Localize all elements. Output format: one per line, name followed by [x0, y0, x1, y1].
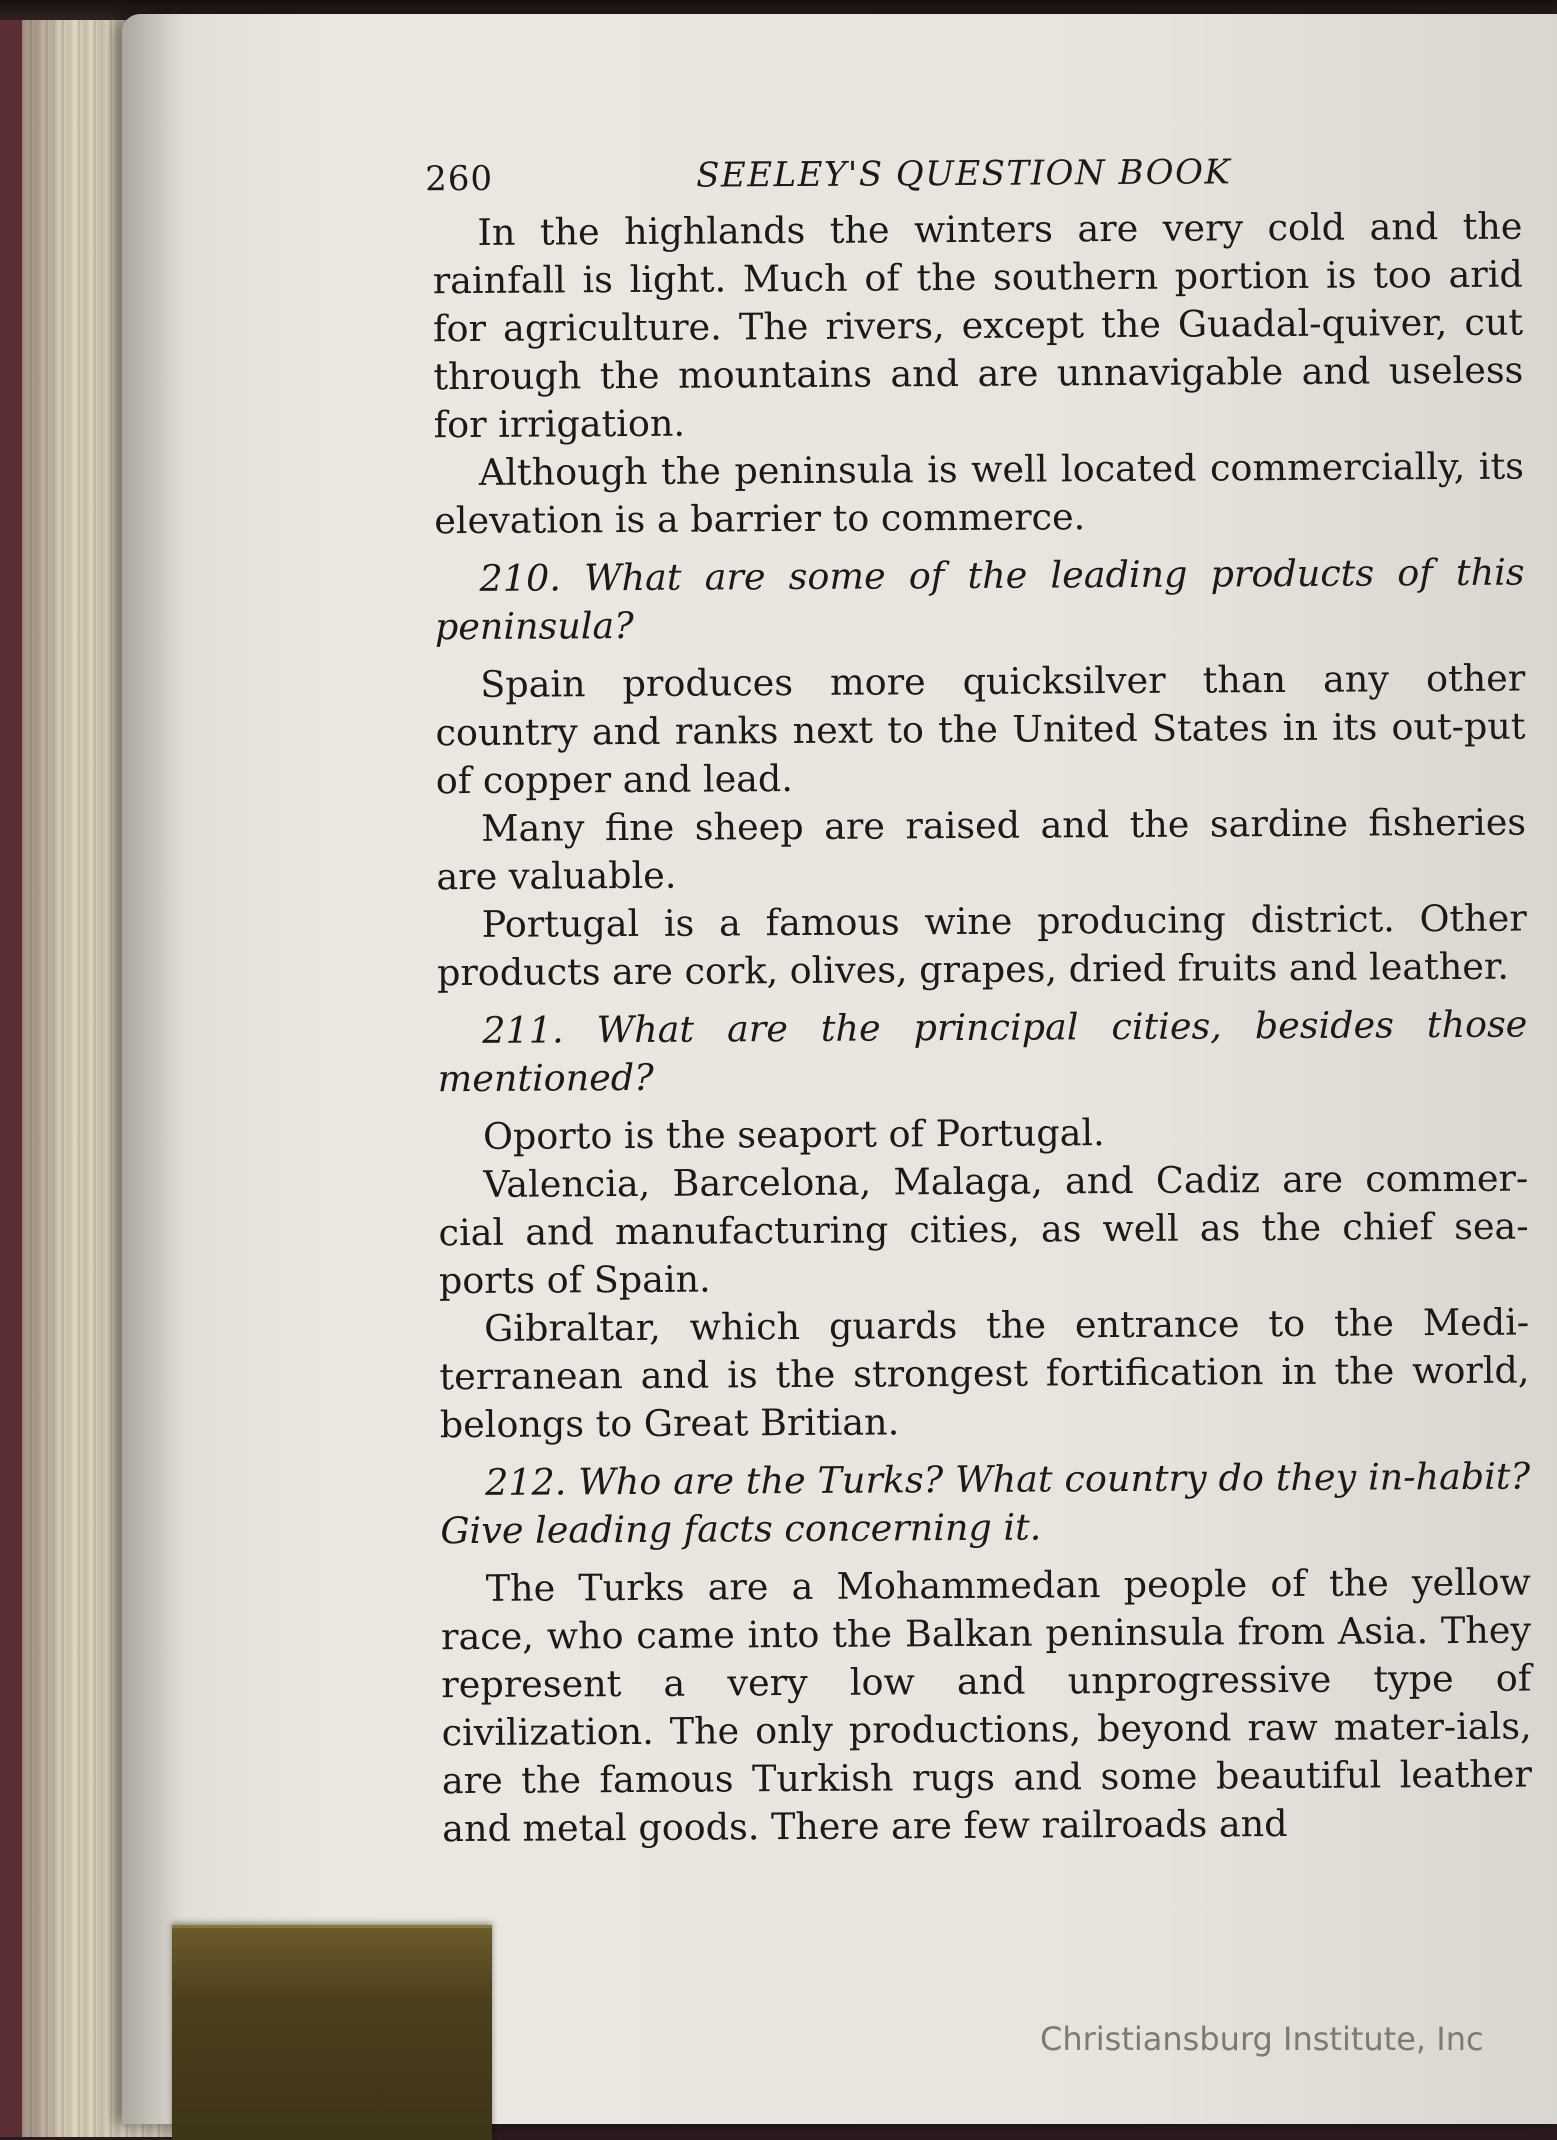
question-paragraph: 211. What are the principal cities, besides those mentioned? — [437, 1002, 1528, 1101]
running-head — [304, 146, 1544, 210]
answer-paragraph: Spain produces more quicksilver than any other country and ranks next to the United States in its out-put of copper and lead. — [435, 656, 1526, 803]
question-paragraph: 210. What are some of the leading products of this peninsula? — [434, 550, 1525, 649]
page-fold-shadow — [122, 14, 182, 2124]
watermark: Christiansburg Institute, Inc — [1040, 2020, 1484, 2058]
answer-paragraph: The Turks are a Mohammedan people of the yellow race, who came into the Balkan peninsula from Asia. They represent a very low and unprogressive type of civilization. The only productions, beyond raw mater-ials, are the famous Turkish rugs and some beautiful leather and metal goods. There are few railroads and — [440, 1560, 1533, 1851]
book-binding — [0, 20, 22, 2137]
answer-paragraph: Gibraltar, which guards the entrance to the Medi-terranean and is the strongest fortification in the world, belongs to Great Britian. — [439, 1300, 1530, 1447]
answer-paragraph: Portugal is a famous wine producing district. Other products are cork, olives, grapes, dried fruits and leather. — [436, 896, 1527, 995]
answer-paragraph: Although the peninsula is well located commercially, its elevation is a barrier to commerce. — [434, 444, 1525, 543]
answer-paragraph: In the highlands the winters are very cold and the rainfall is light. Much of the southern portion is too arid for agriculture. The rivers, except the Guadal-quiver, cut through the mountains and are unnavigable and useless for irrigation. — [432, 204, 1524, 447]
body-text — [432, 203, 1532, 1854]
question-paragraph: 212. Who are the Turks? What country do they in-habit? Give leading facts concerning it. — [440, 1454, 1531, 1553]
running-title: SEELEY'S QUESTION BOOK — [696, 152, 1232, 196]
bookmark-block — [172, 1925, 492, 2140]
answer-paragraph: Oporto is the seaport of Portugal. — [482, 1111, 1105, 1158]
answer-paragraph: Valencia, Barcelona, Malaga, and Cadiz are commer-cial and manufacturing cities, as well as the chief sea-ports of Spain. — [438, 1156, 1529, 1303]
answer-paragraph: Many fine sheep are raised and the sardine fisheries are valuable. — [436, 800, 1527, 899]
page-content — [304, 146, 1554, 1854]
page-number: 260 — [425, 158, 494, 200]
book-page — [122, 14, 1557, 2124]
